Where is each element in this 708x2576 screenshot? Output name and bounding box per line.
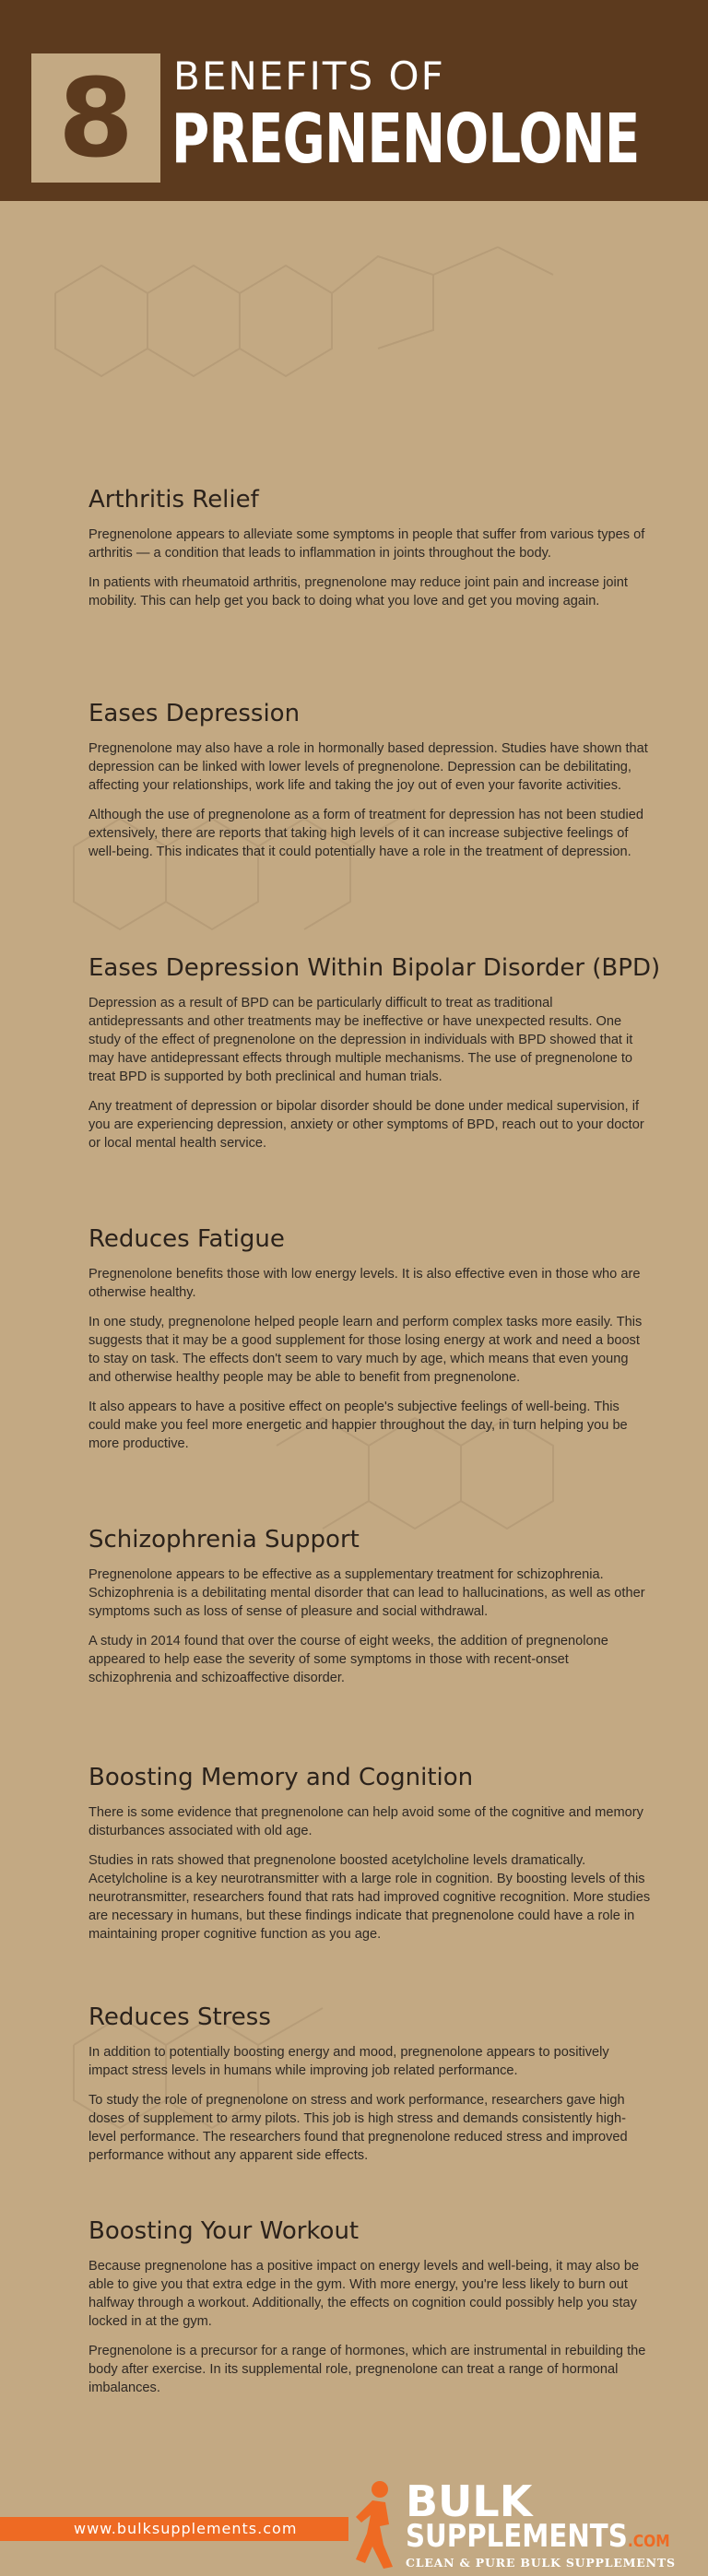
section-paragraph: Pregnenolone benefits those with low energy levels. It is also effective even in those who are otherwise healthy. bbox=[88, 1266, 641, 1300]
section-paragraph: Depression as a result of BPD can be particularly difficult to treat as traditional antidepressants and other treatments may be ineffective or have unexpected results. One study of the effect of pregnenolone on the depression in individuals with BPD showed that it may have antidepressant effects through multiple mechanisms. The use of pregnenolone to treat BPD is supported by both preclinical and human trials. bbox=[88, 995, 633, 1084]
section-paragraph: Pregnenolone appears to alleviate some symptoms in people that suffer from various types of arthritis — a condition that leads to inflammation in joints throughout the body. bbox=[88, 526, 645, 561]
section-paragraph: Although the use of pregnenolone as a form of treatment for depression has not been studied extensively, there are reports that taking high levels of it can increase subjective feelings of well-being. This indicates that it could potentially have a role in the treatment of depression. bbox=[88, 807, 643, 859]
section-eases-depression bbox=[88, 701, 651, 872]
section-arthritis-relief bbox=[88, 487, 651, 621]
section-title: Arthritis Relief bbox=[88, 486, 259, 514]
title-line-2: PREGNENOLONE bbox=[171, 100, 640, 179]
section-paragraph: In addition to potentially boosting energy and mood, pregnenolone appears to positively impact stress levels in humans while improving job related performance. bbox=[88, 2044, 609, 2078]
section-paragraph: Pregnenolone is a precursor for a range of hormones, which are instrumental in rebuilding the body after exercise. In its supplemental role, pregnenolone can treat a range of hormonal imbalances. bbox=[88, 2343, 646, 2395]
brand-name-bottom-text: SUPPLEMENTS bbox=[406, 2518, 628, 2555]
section-paragraph: Pregnenolone appears to be effective as a supplementary treatment for schizophrenia. Schizophrenia is a debilitating mental disorder that can lead to hallucinations, as well as other symptoms such as loss of sense of pleasure and social withdrawal. bbox=[88, 1566, 645, 1619]
section-paragraph: Pregnenolone may also have a role in hormonally based depression. Studies have shown that depression can be linked with lower levels of pregnenolone. Depression can be debilitating, affecting your relationships, work life and taking the joy out of even your favorite activities. bbox=[88, 740, 648, 793]
section-reduces-fatigue bbox=[88, 1226, 651, 1464]
section-title: Boosting Your Workout bbox=[88, 2217, 360, 2245]
title-line-1: BENEFITS OF bbox=[173, 53, 445, 99]
section-paragraph: In patients with rheumatoid arthritis, pregnenolone may reduce joint pain and increase joint mobility. This can help get you back to doing what you love and get you moving again. bbox=[88, 574, 628, 609]
section-paragraph: Because pregnenolone has a positive impact on energy levels and well-being, it may also be able to give you that extra edge in the gym. With more energy, you're less likely to burn out halfway through a workout. Additionally, the effects on cognition could possibly help you stay locked in at the gym. bbox=[88, 2258, 640, 2329]
brand-name-top: BULK bbox=[406, 2476, 533, 2526]
title-banner bbox=[0, 0, 708, 201]
brand-tagline: CLEAN & PURE BULK SUPPLEMENTS bbox=[406, 2556, 676, 2570]
section-title: Reduces Stress bbox=[88, 2003, 271, 2031]
section-paragraph: To study the role of pregnenolone on stress and work performance, researchers gave high doses of supplement to army pilots. This job is high stress and demands consistently high-level performance. The researchers found that pregnenolone reduced stress and improved performance without any apparent side effects. bbox=[88, 2092, 628, 2163]
section-paragraph: Any treatment of depression or bipolar disorder should be done under medical supervision, if you are experiencing depression, anxiety or other symptoms of BPD, reach out to your doctor or local mental health service. bbox=[88, 1098, 644, 1151]
section-title: Boosting Memory and Cognition bbox=[88, 1764, 474, 1791]
section-schizophrenia-support bbox=[88, 1527, 651, 1698]
section-title: Eases Depression bbox=[88, 700, 301, 727]
section-memory-cognition bbox=[88, 1765, 651, 1955]
runner-logo-icon bbox=[352, 2478, 398, 2570]
benefit-count: 8 bbox=[57, 54, 135, 182]
section-paragraph: Studies in rats showed that pregnenolone boosted acetylcholine levels dramatically. Acetylcholine is a key neurotransmitter with a large role in cognition. By boosting levels of this neurotransmitter, researchers found that rats had improved cognitive recognition. More studies are necessary in humans, but these findings indicate that pregnenolone could have a role in maintaining proper cognitive function as you age. bbox=[88, 1852, 651, 1942]
number-badge bbox=[31, 53, 160, 183]
footer bbox=[0, 2471, 708, 2576]
website-link[interactable]: www.bulksupplements.com bbox=[74, 2520, 298, 2537]
section-title: Schizophrenia Support bbox=[88, 1526, 360, 1554]
section-reduces-stress bbox=[88, 2004, 651, 2176]
section-boosting-workout bbox=[88, 2218, 651, 2408]
section-title: Eases Depression Within Bipolar Disorder (BPD) bbox=[88, 954, 661, 982]
brand-domain-suffix: .COM bbox=[627, 2532, 670, 2551]
section-title: Reduces Fatigue bbox=[88, 1225, 285, 1253]
brand-name-bottom bbox=[406, 2518, 670, 2555]
section-paragraph: A study in 2014 found that over the course of eight weeks, the addition of pregnenolone appeared to help ease the severity of some symptoms in those with recent-onset schizophrenia and schizoaffective disorder. bbox=[88, 1633, 608, 1685]
section-paragraph: It also appears to have a positive effect on people's subjective feelings of well-being. This could make you feel more energetic and happier throughout the day, in turn helping you be more productive. bbox=[88, 1399, 628, 1451]
section-bipolar-disorder bbox=[88, 954, 661, 1164]
section-paragraph: In one study, pregnenolone helped people learn and perform complex tasks more easily. This suggests that it may be a good supplement for those losing energy at work and need a boost to stay on task. The effects don't seem to vary much by age, which means that even young and otherwise healthy people may be able to benefit from pregnenolone. bbox=[88, 1314, 643, 1385]
section-paragraph: There is some evidence that pregnenolone can help avoid some of the cognitive and memory disturbances associated with old age. bbox=[88, 1804, 643, 1838]
